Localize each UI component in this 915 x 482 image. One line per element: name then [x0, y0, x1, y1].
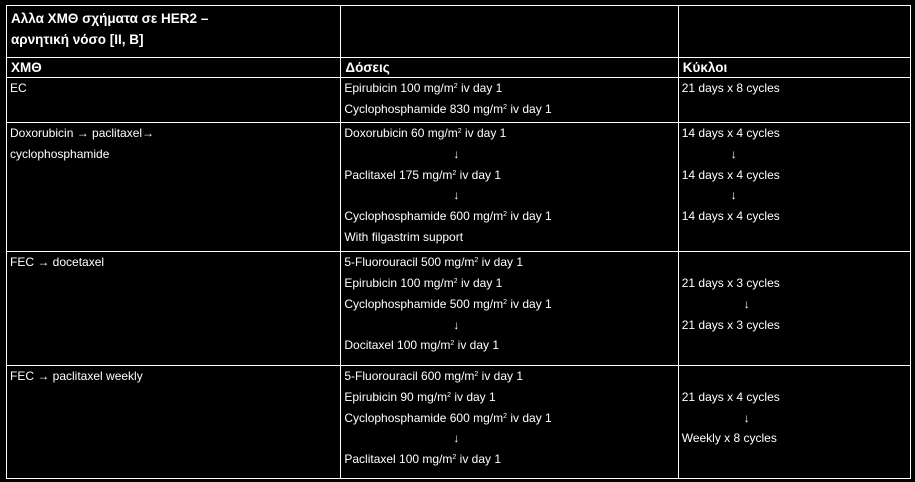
dose-route: iv day 1 [507, 102, 552, 117]
dose-line [341, 165, 677, 186]
dose-route: iv day 1 [457, 275, 503, 290]
dose-line [341, 387, 677, 408]
regimen-table [6, 5, 911, 479]
dose-line [341, 78, 677, 99]
arrow-icon: ↓ [730, 146, 737, 161]
title-empty-cell [341, 6, 678, 58]
dose-route: iv day 1 [461, 125, 507, 140]
regimen-line: cyclophosphamide [10, 146, 110, 161]
dose-unit-exponent: 2 [457, 127, 462, 135]
table-row [7, 122, 911, 251]
regimen-line: FEC → paclitaxel weekly [10, 369, 143, 384]
regimen-cell [7, 78, 341, 123]
cycles-spacer [679, 252, 910, 273]
dose-text: Epirubicin 100 mg/m [344, 275, 454, 290]
cycles-line: 14 days x 4 cycles [681, 125, 780, 140]
title-line-1: Αλλα ΧΜΘ σχήματα σε HER2 – [11, 11, 209, 26]
cycles-line: 21 days x 3 cycles [681, 275, 780, 290]
regimen-cell [7, 122, 341, 251]
header-doses: Δόσεις [341, 57, 678, 77]
dose-text: 5-Fluorouracil 600 mg/m [344, 369, 475, 384]
cycles-spacer [679, 366, 910, 387]
doses-cell [341, 78, 678, 123]
dose-text: Doxorubicin 60 mg/m [344, 125, 458, 140]
cycles-cell [678, 366, 910, 479]
dose-route: iv day 1 [457, 81, 503, 96]
doses-cell [341, 122, 678, 251]
dose-text: Epirubicin 90 mg/m [344, 389, 448, 404]
dose-unit-exponent: 2 [503, 211, 508, 219]
header-cycles: Κύκλοι [678, 57, 910, 77]
title-line-2: αρνητική νόσο [II, B] [11, 32, 144, 47]
dose-line [341, 273, 677, 294]
arrow-icon: ↓ [730, 188, 737, 203]
dose-text: Paclitaxel 100 mg/m [344, 452, 453, 467]
dose-line [341, 294, 677, 315]
cycles-line: 21 days x 8 cycles [681, 81, 780, 96]
cycles-line: 21 days x 4 cycles [681, 389, 780, 404]
cycles-cell [678, 252, 910, 366]
table-row [7, 366, 911, 479]
arrow-icon: ↓ [453, 188, 460, 203]
cycles-line: 14 days x 4 cycles [681, 167, 780, 182]
cycles-cell [678, 78, 910, 123]
dose-unit-exponent: 2 [450, 340, 455, 348]
cycles-cell [678, 122, 910, 251]
dose-line [341, 408, 677, 429]
dose-text: Epirubicin 100 mg/m [344, 81, 454, 96]
dose-line [341, 252, 677, 273]
doses-cell [341, 252, 678, 366]
dose-unit-exponent: 2 [503, 104, 508, 112]
dose-line [341, 227, 677, 248]
dose-route: iv day 1 [507, 209, 552, 224]
dose-line [341, 123, 677, 144]
dose-unit-exponent: 2 [503, 412, 508, 420]
table-row [7, 252, 911, 366]
dose-line [341, 99, 677, 120]
regimen-cell [7, 366, 341, 479]
dose-unit-exponent: 2 [474, 257, 479, 265]
dose-line [341, 449, 677, 470]
dose-unit-exponent: 2 [452, 454, 457, 462]
cycles-line: 14 days x 4 cycles [681, 209, 780, 224]
regimen-line: EC [10, 81, 27, 96]
dose-unit-exponent: 2 [453, 277, 458, 285]
doses-cell [341, 366, 678, 479]
arrow-icon: ↓ [743, 410, 750, 425]
regimen-line: Doxorubicin → paclitaxel→ [10, 125, 155, 140]
dose-unit-exponent: 2 [452, 169, 457, 177]
dose-route: iv day 1 [507, 296, 552, 311]
dose-line [341, 335, 677, 356]
dose-text: 5-Fluorouracil 500 mg/m [344, 255, 475, 270]
regimen-line: FEC → docetaxel [10, 255, 105, 270]
cycles-line: Weekly x 8 cycles [681, 431, 777, 446]
dose-text: Cyclophosphamide 600 mg/m [344, 209, 504, 224]
cycles-line: 21 days x 3 cycles [681, 317, 780, 332]
table-title [7, 6, 341, 58]
dose-text: Cyclophosphamide 830 mg/m [344, 102, 504, 117]
dose-text: Cyclophosphamide 600 mg/m [344, 410, 504, 425]
regimen-cell [7, 252, 341, 366]
dose-unit-exponent: 2 [474, 371, 479, 379]
dose-text: Paclitaxel 175 mg/m [344, 167, 453, 182]
dose-route: iv day 1 [478, 369, 524, 384]
arrow-icon: ↓ [453, 431, 460, 446]
dose-route: iv day 1 [450, 389, 496, 404]
dose-route: iv day 1 [456, 452, 502, 467]
dose-unit-exponent: 2 [503, 298, 508, 306]
dose-text: Cyclophosphamide 500 mg/m [344, 296, 504, 311]
dose-route: iv day 1 [456, 167, 502, 182]
header-regimen: ΧΜΘ [7, 57, 341, 77]
dose-unit-exponent: 2 [453, 83, 458, 91]
dose-route: iv day 1 [454, 338, 500, 353]
dose-text: Docitaxel 100 mg/m [344, 338, 451, 353]
title-empty-cell [678, 6, 910, 58]
table-row [7, 78, 911, 123]
dose-line [341, 366, 677, 387]
arrow-icon: ↓ [743, 296, 750, 311]
arrow-icon: ↓ [453, 317, 460, 332]
dose-unit-exponent: 2 [447, 391, 451, 399]
arrow-icon: ↓ [453, 146, 460, 161]
dose-route: iv day 1 [478, 255, 524, 270]
dose-line [341, 206, 677, 227]
dose-route: iv day 1 [507, 410, 552, 425]
dose-text: With filgastrim support [344, 229, 464, 244]
